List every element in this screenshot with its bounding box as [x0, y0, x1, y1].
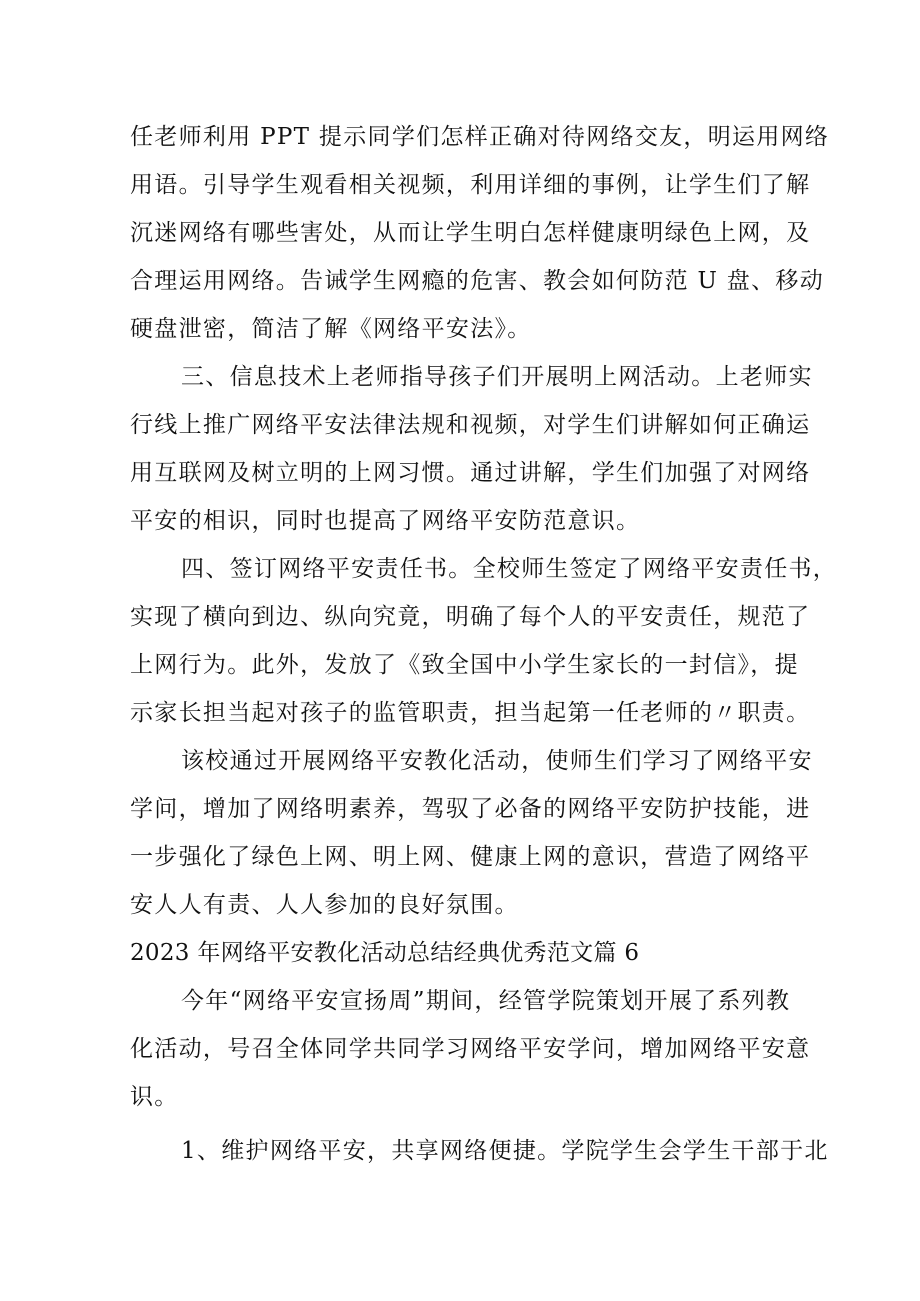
paragraph-first-line: 1、维护网络平安，共享网络便捷。学院学生会学生干部于北 — [181, 1138, 829, 1164]
paragraph-line: 用语。引导学生观看相关视频，利用详细的事例，让学生们了解 — [130, 172, 811, 198]
paragraph-line: 用互联网及树立明的上网习惯。通过讲解，学生们加强了对网络 — [130, 460, 811, 486]
paragraph-line: 安人人有责、人人参加的良好氛围。 — [130, 892, 519, 918]
paragraph-first-line: 该校通过开展网络平安教化活动，使师生们学习了网络平安 — [181, 748, 813, 774]
paragraph-line: 硬盘泄密，简洁了解《网络平安法》。 — [130, 316, 532, 342]
paragraph-line: 上网行为。此外，发放了《致全国中小学生家长的一封信》，提 — [130, 652, 799, 678]
paragraph-first-line: 今年“网络平安宣扬周”期间，经管学院策划开展了系列教 — [181, 988, 791, 1014]
paragraph-line: 行线上推广网络平安法律法规和视频，对学生们讲解如何正确运 — [130, 412, 811, 438]
paragraph-line: 实现了横向到边、纵向究竟，明确了每个人的平安责任，规范了 — [130, 604, 811, 630]
paragraph-line: 一步强化了绿色上网、明上网、健康上网的意识，营造了网络平 — [130, 844, 811, 870]
section-heading: 2023 年网络平安教化活动总结经典优秀范文篇 6 — [130, 940, 640, 966]
paragraph-line: 学问，增加了网络明素养，驾驭了必备的网络平安防护技能，进 — [130, 796, 811, 822]
paragraph-line: 识。 — [130, 1084, 179, 1110]
paragraph-first-line: 四、签订网络平安责任书。全校师生签定了网络平安责任书， — [181, 556, 838, 582]
paragraph-line: 任老师利用 PPT 提示同学们怎样正确对待网络交友，明运用网络 — [130, 124, 830, 150]
paragraph-line: 示家长担当起对孩子的监管职责，担当起第一任老师的〃职责。 — [130, 700, 811, 726]
paragraph-line: 化活动，号召全体同学共同学习网络平安学问，增加网络平安意 — [130, 1036, 811, 1062]
paragraph-line: 合理运用网络。告诫学生网瘾的危害、教会如何防范 U 盘、移动 — [130, 268, 825, 294]
paragraph-first-line: 三、信息技术上老师指导孩子们开展明上网活动。上老师实 — [181, 364, 813, 390]
paragraph-line: 平安的相识，同时也提高了网络平安防范意识。 — [130, 508, 641, 534]
paragraph-line: 沉迷网络有哪些害处，从而让学生明白怎样健康明绿色上网，及 — [130, 220, 811, 246]
